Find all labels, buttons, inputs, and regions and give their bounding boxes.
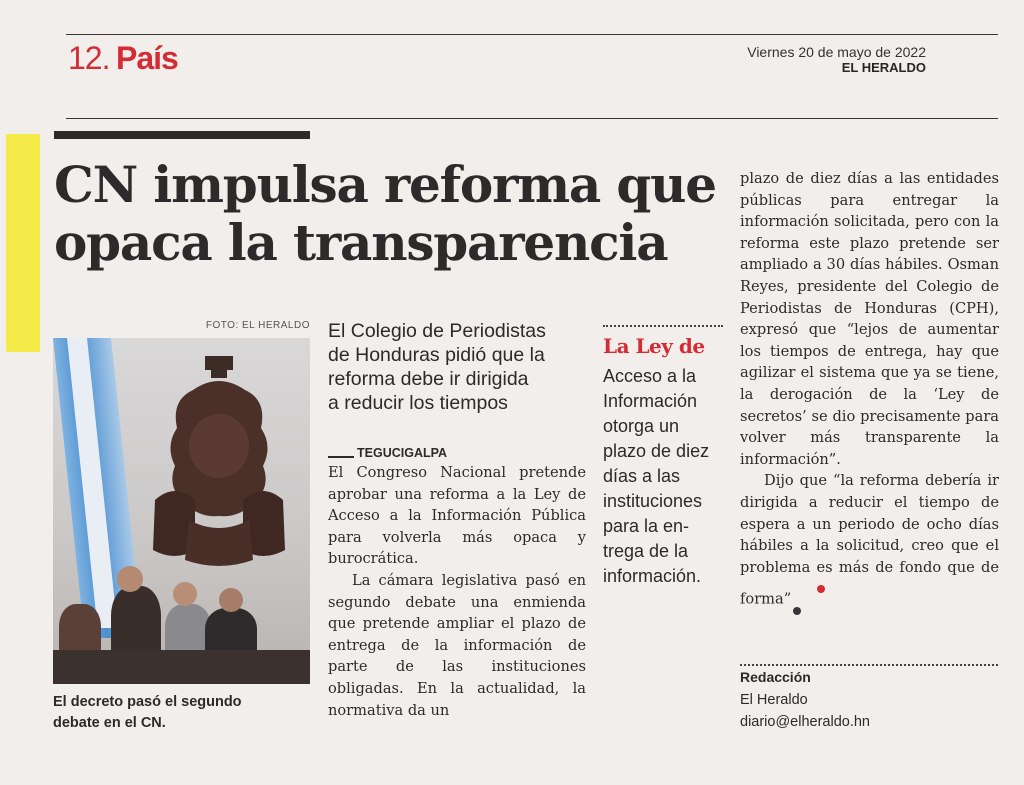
- highlighter-mark: [6, 134, 40, 352]
- issue-date: Viernes 20 de mayo de 2022: [747, 44, 926, 60]
- coat-of-arms-icon: [135, 350, 303, 570]
- body-paragraph: plazo de diez días a las entidades públicas para entregar la información solicitada, pero con la reforma este plazo pretende ser ampliado a 30 días hábiles. Osman Reyes, presidente del Colegio de Periodistas de Honduras (CPH), expresó que “lejos de aumentar los tiempos de entrega, hay que agilizar el sistema que ya se tiene, la derogación de la ‘Ley de secretos’ se dio precisamente para volver más transparente la información”.: [740, 170, 999, 468]
- body-paragraph: Dijo que “la reforma debería ir dirigida a reducir el tiempo de espera a un periodo de ocho días hábiles a la solicitud, creo que el problema es más de fondo que de forma”: [740, 472, 999, 608]
- page-number: 12.: [68, 40, 110, 76]
- body-column-3: [740, 168, 999, 621]
- sidebar-line: trega de la: [603, 541, 689, 561]
- body-paragraph: El Congreso Nacional pretende aprobar una reforma a la Ley de Acceso a la Información Pública para volverla más opaca y burocrática.: [328, 464, 586, 568]
- person-figure: [111, 586, 161, 660]
- sidebar-line: otorga un: [603, 416, 680, 436]
- deck-line: El Colegio de Periodistas: [328, 320, 546, 342]
- sidebar-divider: [603, 325, 723, 327]
- dateline: TEGUCIGALPA: [357, 446, 448, 460]
- person-figure: [117, 566, 143, 592]
- newspaper-name: EL HERALDO: [841, 60, 926, 75]
- sidebar-line: para la en-: [603, 516, 690, 536]
- headline-line: opaca la transparencia: [54, 213, 668, 272]
- sidebar-line: Información: [603, 391, 698, 411]
- byline-label: Redacción: [740, 669, 811, 685]
- signature-divider: [740, 664, 998, 666]
- headline-bar: [54, 131, 310, 139]
- end-mark-icon: [793, 578, 817, 621]
- article-deck: [328, 319, 590, 415]
- deck-line: de Honduras pidió que la: [328, 344, 545, 366]
- dateline-rule: [328, 456, 354, 458]
- deck-line: reforma debe ir dirigida: [328, 368, 529, 390]
- sidebar-line: Acceso a la: [603, 366, 697, 386]
- sidebar-line: días a las: [603, 466, 681, 486]
- byline-name: El Heraldo: [740, 692, 808, 708]
- person-figure: [219, 588, 243, 612]
- sidebar-line: instituciones: [603, 491, 703, 511]
- sidebar-body: [603, 364, 728, 589]
- header-rule: [66, 118, 998, 119]
- body-paragraph: La cámara legislativa pasó en segundo debate una enmienda que pretende ampliar el plazo de entrega de la información de parte de las instituciones obligadas. En la actualidad, la normativa da un: [328, 571, 586, 719]
- desk-shape: [53, 650, 310, 684]
- caption-line: El decreto pasó el segundo: [53, 694, 242, 710]
- photo-caption: [53, 692, 311, 734]
- body-paragraph-end: [740, 470, 999, 621]
- congress-photo: [53, 338, 310, 684]
- headline: [54, 156, 744, 272]
- section-name: País: [116, 40, 178, 76]
- headline-line: CN impulsa reforma que: [54, 155, 716, 214]
- photo-credit: FOTO: EL HERALDO: [205, 320, 310, 331]
- deck-line: a reducir los tiempos: [328, 392, 508, 414]
- byline-email: diario@elheraldo.hn: [740, 714, 870, 730]
- top-rule: [66, 34, 998, 35]
- sidebar-title: La Ley de: [603, 334, 705, 358]
- body-column-1: [328, 462, 586, 721]
- sidebar-line: plazo de diez: [603, 441, 710, 461]
- sidebar-line: información.: [603, 566, 702, 586]
- caption-line: debate en el CN.: [53, 715, 166, 731]
- person-figure: [173, 582, 197, 606]
